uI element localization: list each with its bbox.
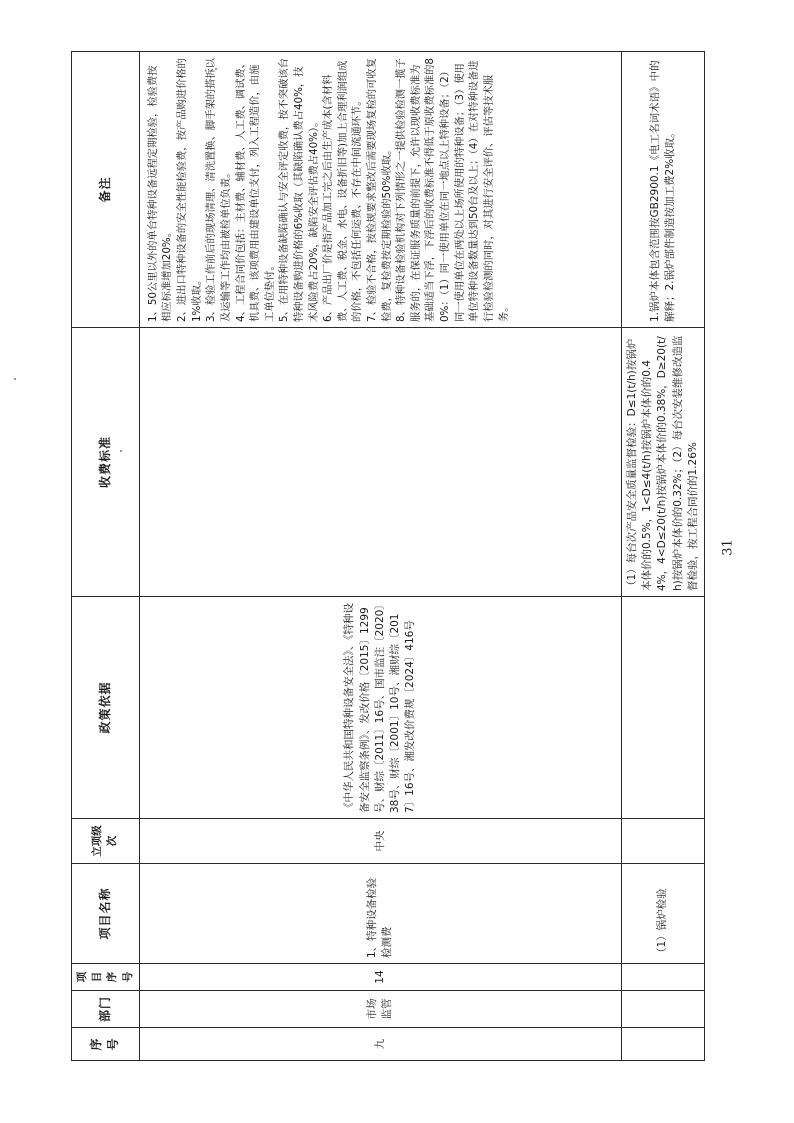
row-dept — [621, 991, 704, 1028]
row-level: 中央 — [139, 819, 621, 864]
fee-table — [71, 51, 705, 1061]
header-project-name: 项目名称 — [72, 864, 140, 964]
row-policy — [621, 597, 704, 819]
row-policy: 《中华人民共和国特种设备安全法》、《特种设备安全监察条例》、发改价格〔2015〕1299号、财综〔2011〕16号、国市监注〔2020〕38号、财综〔2001〕10号、湘财综〔2017〕16号、湘发改价费规〔2024〕416号 — [139, 597, 621, 819]
row-dept: 市场监管 — [139, 991, 621, 1028]
row-standard — [139, 328, 621, 597]
header-seq: 序号 — [72, 1028, 140, 1061]
header-policy: 政策依据 — [72, 597, 140, 819]
header-dept: 部门 — [72, 991, 140, 1028]
row-seq: 九 — [139, 1028, 621, 1061]
row-standard: （1）每台次产品安全质量监督检验：D≤1(t/h)按锅炉本体价的0.5%，1<D≤4(t/h)按锅炉本体价的0.44%，4<D≤20(t/h)按锅炉本体价的0.38%，D≥20(t/h)按锅炉本体价的0.32%；（2）每台次安装维修改造监督检验，按工程合同价的1.26% — [621, 328, 704, 597]
header-remarks: 备注 — [72, 52, 140, 328]
row-project-name: 1、特种设备检验检测费 — [139, 864, 621, 964]
row-project-seq: 14 — [139, 964, 621, 991]
header-standard: 收费标准 — [72, 328, 140, 597]
header-level: 立项级次 — [72, 819, 140, 864]
page-number: 31 — [720, 539, 736, 556]
table-row — [621, 52, 704, 1061]
rotated-fee-table — [71, 52, 699, 1061]
row-remarks: 1、50公里以外的单台特种设备远程定期检验，检验费按相应标准增加20%。 2、进出口特种设备的安全性能检验费，按产品购进价格的1%收取。 3、检验工作前后的现场清理、清洗置换、脚手架的搭拆以及运输等工作均由被检单位负责。 4、工程合同价包括：主材费、辅材费、人工费、调试费、机具费、该项费用由建设单位支付，列入工程造价，由施工单位垫付。 5、在用特种设备缺陷确认与安全评定收费，按不突破该台特种设备购进价格的6%收取（其缺陷确认费占40%，技术风险费占20%，缺陷安全评估费占40%）。 6、产品出厂价是指产品加工完之后由生产成本(含材料费、人工费、税金、水电、设备折旧等)加上合理利润组成的价格，不包括任何运费、不存在中间流通环节。 7、检验不合格，按检规要求整改后需要现场复检的可收复检费，复检费按定期检验的50%收取。 8、特种设备检验机构对下列情形之一提供检验检测一揽子服务的，在保证服务质量的前提下，允许以现收费标准为基础适当下浮，下浮后的收费标准不得低于原收费标准的80%：（1）同一使用单位在同一地点以上特种设备；（2）同一使用单位在两处以上场所使用的特种设备；（3）使用单位特种设备数量达到50台及以上；（4）在对特种设备进行检验检测的同时，对其进行安全评价、评估等技术服务。 — [139, 52, 621, 328]
row-remarks: 1.锅炉本体包含范围按GB2900.1《电工名词术语》中的解释；2.锅炉部件制造按加工费2%收取。 — [621, 52, 704, 328]
table-row — [139, 52, 621, 1061]
row-project-name: （1）锅炉检验 — [621, 864, 704, 964]
row-level — [621, 819, 704, 864]
row-seq — [621, 1028, 704, 1061]
header-project-seq: 项目序号 — [72, 964, 140, 991]
row-project-seq — [621, 964, 704, 991]
scan-speck — [14, 378, 16, 380]
table-header-row — [72, 52, 140, 1061]
